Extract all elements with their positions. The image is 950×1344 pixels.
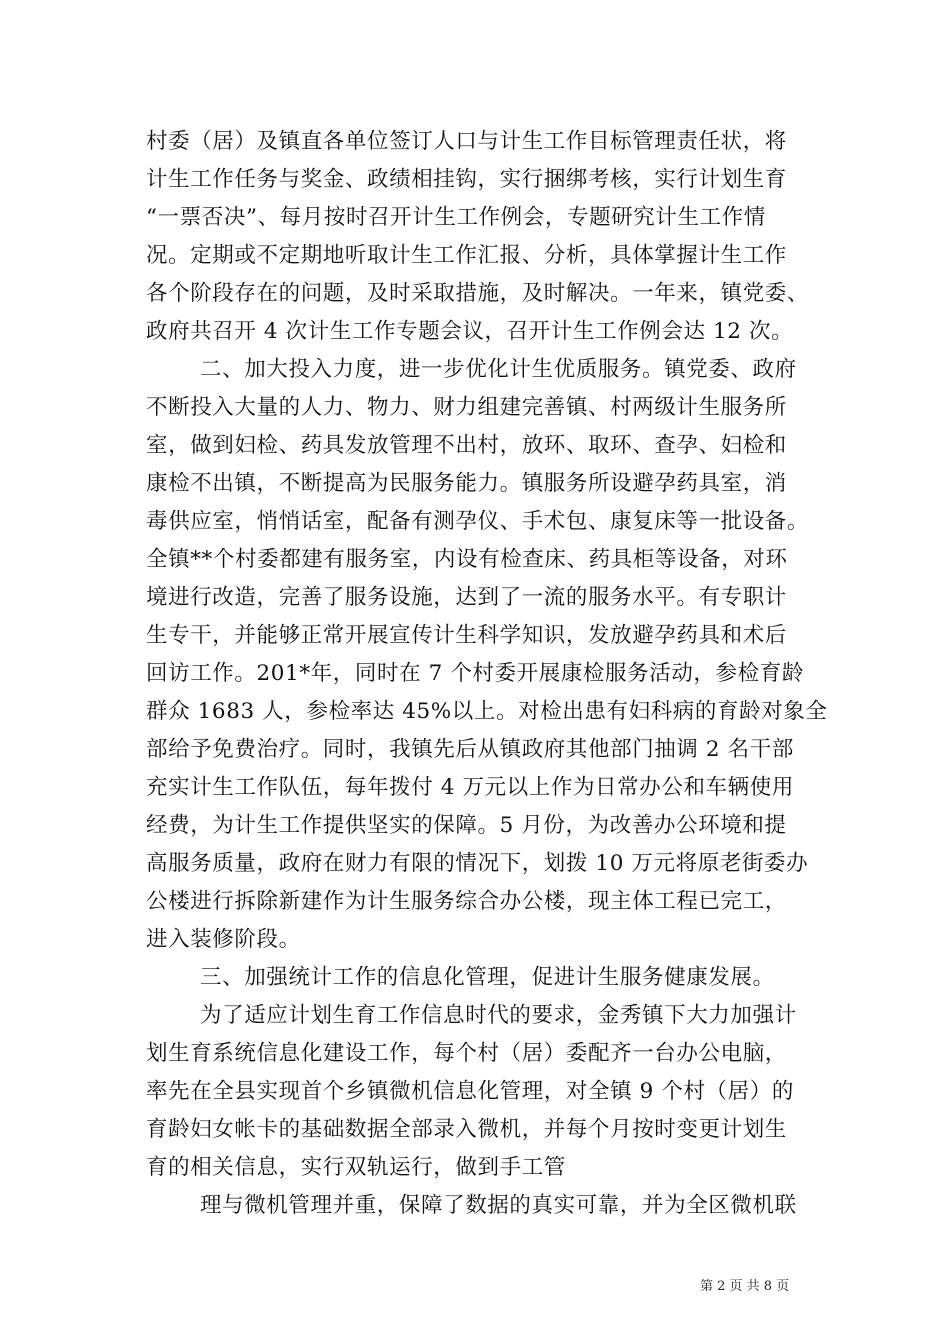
text-line: 况。定期或不定期地听取计生工作汇报、分析，具体掌握计生工作 (146, 243, 787, 268)
section-heading: 二、加大投入力度，进一步优化计生优质服务。镇党委、政府 (200, 357, 797, 382)
text-line: 全镇**个村委都建有服务室，内设有检查床、药具柜等设备，对环 (146, 547, 788, 572)
text-line: 各个阶段存在的问题，及时采取措施，及时解决。一年来，镇党委、 (146, 281, 810, 306)
text-line: 部给予免费治疗。同时，我镇先后从镇政府其他部门抽调 2 名干部 (146, 737, 794, 762)
text-line: 育龄妇女帐卡的基础数据全部录入微机，并每个月按时变更计划生 (146, 1117, 787, 1142)
section-heading: 三、加强统计工作的信息化管理，促进计生服务健康发展。 (200, 965, 775, 990)
text-line: 育的相关信息，实行双轨运行，做到手工管 (146, 1155, 566, 1180)
text-line: 毒供应室，悄悄话室，配备有测孕仪、手术包、康复床等一批设备。 (146, 509, 810, 534)
text-line: 充实计生工作队伍，每年拨付 4 万元以上作为日常办公和车辆使用 (146, 775, 794, 800)
text-line: 群众 1683 人，参检率达 45%以上。对检出患有妇科病的育龄对象全 (146, 699, 828, 724)
text-line: 划生育系统信息化建设工作，每个村（居）委配齐一台办公电脑， (146, 1041, 787, 1066)
text-line: 不断投入大量的人力、物力、财力组建完善镇、村两级计生服务所 (146, 395, 787, 420)
text-line: 理与微机管理并重，保障了数据的真实可靠，并为全区微机联 (200, 1193, 797, 1218)
text-line: 为了适应计划生育工作信息时代的要求，金秀镇下大力加强计 (200, 1003, 797, 1028)
text-line: 率先在全县实现首个乡镇微机信息化管理，对全镇 9 个村（居）的 (146, 1079, 794, 1104)
text-line: 计生工作任务与奖金、政绩相挂钩，实行捆绑考核，实行计划生育 (146, 167, 787, 192)
text-line: 经费，为计生工作提供坚实的保障。5 月份，为改善办公环境和提 (146, 813, 787, 838)
text-line: 村委（居）及镇直各单位签订人口与计生工作目标管理责任状，将 (146, 129, 787, 154)
text-line: 境进行改造，完善了服务设施，达到了一流的服务水平。有专职计 (146, 585, 787, 610)
text-line: 室，做到妇检、药具发放管理不出村，放环、取环、查孕、妇检和 (146, 433, 787, 458)
page-number: 第 2 页 共 8 页 (700, 1279, 790, 1294)
text-line: 生专干，并能够正常开展宣传计生科学知识，发放避孕药具和术后 (146, 623, 787, 648)
text-line: “一票否决”、每月按时召开计生工作例会，专题研究计生工作情 (146, 205, 766, 230)
text-line: 公楼进行拆除新建作为计生服务综合办公楼，现主体工程已完工， (146, 889, 787, 914)
text-line: 回访工作。201*年，同时在 7 个村委开展康检服务活动，参检育龄 (146, 661, 804, 686)
text-line: 康检不出镇，不断提高为民服务能力。镇服务所设避孕药具室，消 (146, 471, 787, 496)
text-line: 政府共召开 4 次计生工作专题会议，召开计生工作例会达 12 次。 (146, 319, 794, 344)
text-line: 高服务质量，政府在财力有限的情况下，划拨 10 万元将原老街委办 (146, 851, 809, 876)
text-line: 进入装修阶段。 (146, 927, 301, 952)
